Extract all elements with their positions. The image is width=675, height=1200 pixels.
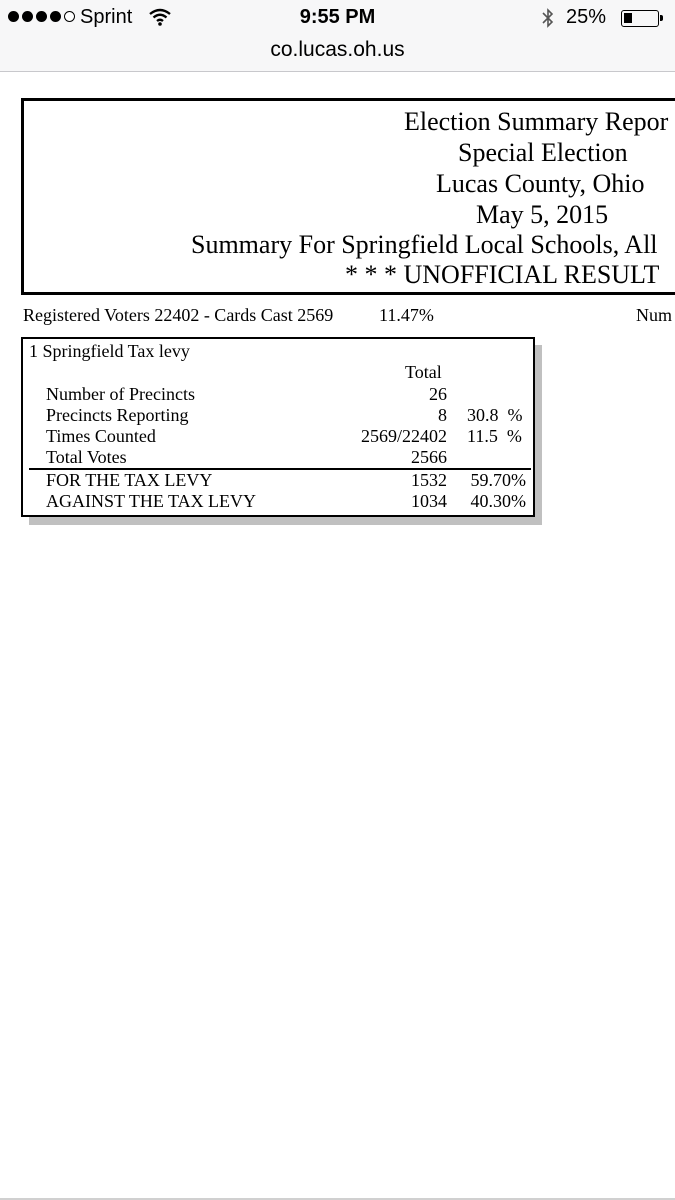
stat-percent: 11.5 %	[467, 426, 522, 446]
stat-label: Times Counted	[46, 426, 156, 446]
choice-percent: 40.30%	[470, 491, 526, 511]
clock: 9:55 PM	[299, 6, 376, 28]
stat-percent: 30.8 %	[467, 405, 523, 425]
carrier-name: Sprint	[80, 6, 133, 28]
choice-label: FOR THE TAX LEVY	[46, 470, 213, 490]
contest-box	[21, 337, 535, 517]
battery-fill	[624, 13, 632, 23]
stat-value: 26	[429, 384, 447, 404]
bluetooth-icon	[540, 6, 556, 30]
registered-voters-line: Registered Voters 22402 - Cards Cast 2569	[23, 305, 334, 325]
report-election-type: Special Election	[458, 138, 628, 167]
stat-value: 2566	[411, 447, 447, 467]
choice-percent: 59.70%	[470, 470, 526, 490]
report-unofficial-banner: * * * UNOFFICIAL RESULT	[345, 260, 660, 289]
report-title: Election Summary Repor	[404, 107, 669, 136]
status-bar	[0, 0, 675, 36]
report-header-box	[21, 98, 675, 295]
stat-label: Precincts Reporting	[46, 405, 189, 425]
choice-votes: 1532	[411, 470, 447, 490]
battery-icon	[621, 10, 659, 27]
stat-label: Number of Precincts	[46, 384, 195, 404]
cut-off-column-label: Num	[636, 305, 672, 325]
report-date: May 5, 2015	[476, 200, 609, 229]
report-county: Lucas County, Ohio	[436, 169, 645, 198]
column-header-total: Total	[405, 362, 442, 382]
toolbar-divider	[0, 71, 675, 72]
choice-votes: 1034	[411, 491, 447, 511]
stat-value: 8	[438, 405, 447, 425]
stat-value: 2569/22402	[360, 426, 447, 446]
choice-label: AGAINST THE TAX LEVY	[46, 491, 257, 511]
battery-percent: 25%	[566, 6, 607, 28]
address-bar-url[interactable]: co.lucas.oh.us	[270, 38, 405, 61]
stat-label: Total Votes	[46, 447, 127, 467]
turnout-percent: 11.47%	[379, 305, 434, 325]
contest-title: 1 Springfield Tax levy	[29, 341, 190, 361]
report-summary-for: Summary For Springfield Local Schools, All	[191, 230, 658, 259]
